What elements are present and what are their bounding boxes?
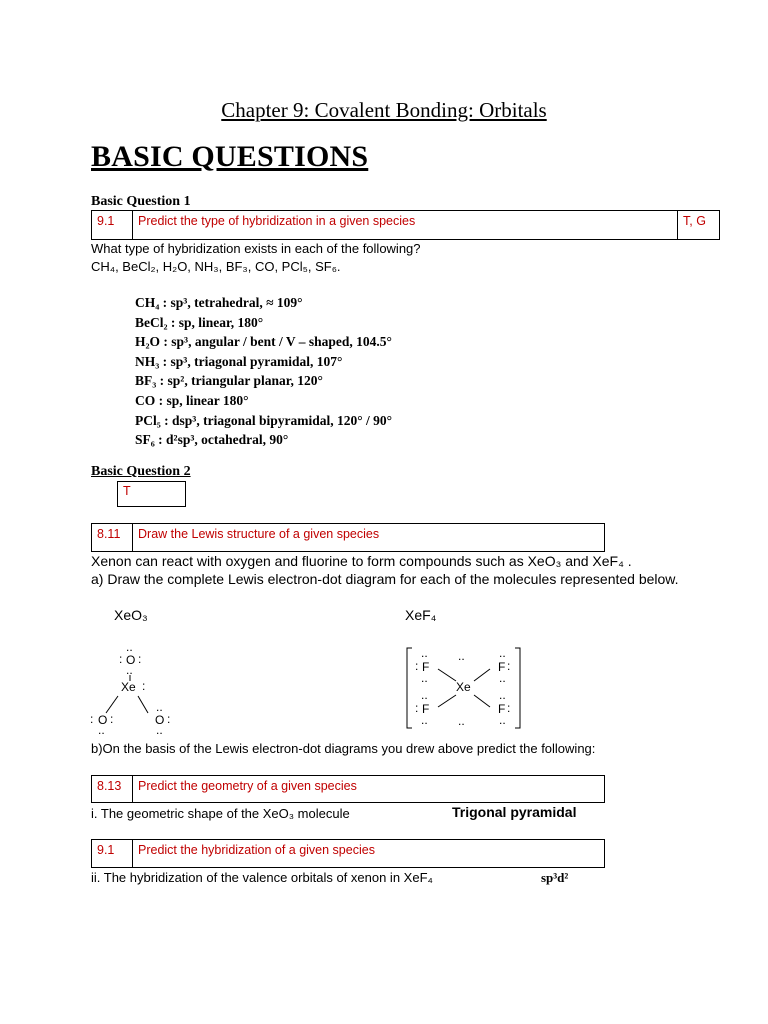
basic-question-2-label: Basic Question 2 [91,464,191,479]
lone-pair: .. [421,646,428,660]
item-ii-text: ii. The hybridization of the valence orbitals of xenon in XeF₄ [91,870,433,885]
lone-pair-side: : [90,712,94,726]
xeo3-lewis-diagram [88,640,188,735]
item-ii-answer: sp³d² [541,870,569,885]
oxygen-atom-top: O [126,653,136,667]
lone-pair: .. [126,663,133,677]
basic-question-1-label: Basic Question 1 [91,194,191,209]
xenon-atom: Xe [456,680,471,694]
lone-pair: .. [421,671,428,685]
question-1-answers [135,293,392,450]
answer-co: CO : sp, linear 180° [135,392,249,408]
question-2-part-b: b)On the basis of the Lewis electron-dot diagrams you drew above predict the following: [91,741,596,756]
oxygen-atom-left: O [98,713,108,727]
question-1-prompt: What type of hybridization exists in each of the following? [91,241,421,256]
objective-box-8-13 [91,775,605,803]
question-1-species: CH₄, BeCl₂, H₂O, NH₃, BF₃, CO, PCl₅, SF₆. [91,259,341,274]
objective-tags: T, G [677,211,721,239]
chapter-title: Chapter 9: Covalent Bonding: Orbitals [221,98,547,122]
objective-description: Predict the hybridization of a given species [132,840,606,867]
lone-pair-side: : [138,652,142,666]
lone-pair: .. [421,713,428,727]
xef4-lewis-diagram [404,645,524,731]
answer-h2o: H₂O : sp³, angular / bent / V – shaped, 104.5° [135,334,392,350]
objective-number: 8.13 [97,779,122,793]
answer-nh3: NH₃ : sp³, triagonal pyramidal, 107° [135,353,343,369]
molecule-label-xef4: XeF₄ [405,607,437,623]
fluorine-atom-top-right: F [498,660,506,674]
question-2-intro: Xenon can react with oxygen and fluorine to form compounds such as XeO₃ and XeF₄ . [91,553,632,569]
lone-pair-side: : [110,712,114,726]
answer-ch4: CH₄ : sp³, tetrahedral, ≈ 109° [135,295,303,310]
answer-sf6: SF₆ : d²sp³, octahedral, 90° [135,432,289,448]
objective-box-9-1-b [91,839,605,868]
lone-pair: .. [499,671,506,685]
objective-number: 8.11 [97,527,121,541]
lone-pair-side: : [507,701,511,715]
lone-pair: .. [499,688,506,702]
objective-number: 9.1 [97,843,115,857]
lone-pair: .. [156,723,163,737]
lone-pair: .. [499,646,506,660]
objective-box-8-11 [91,523,605,552]
oxygen-atom-right: O [155,713,165,727]
xenon-atom: Xe [121,680,136,694]
answer-becl2: BeCl₂ : sp, linear, 180° [135,314,264,330]
fluorine-atom-bottom-left: F [422,702,430,716]
xenon-lone-pair: : [142,679,146,693]
molecule-label-xeo3: XeO₃ [114,607,148,623]
lone-pair-side: : [507,659,511,673]
lone-pair-side: : [167,712,171,726]
objective-box-9-1 [91,210,720,240]
lone-pair: .. [126,640,133,654]
question-2-part-a: a) Draw the complete Lewis electron-dot diagram for each of the molecules represented below. [91,571,679,587]
xenon-lone-pair-bottom: .. [458,714,465,728]
lone-pair-side: : [415,701,419,715]
xenon-lone-pair-top: .. [458,649,465,663]
lone-pair-side: : [415,659,419,673]
lone-pair: .. [499,713,506,727]
lone-pair: .. [156,700,163,714]
objective-number: 9.1 [97,214,115,228]
section-heading: BASIC QUESTIONS [91,140,369,173]
item-i-answer: Trigonal pyramidal [452,804,577,820]
objective-description: Draw the Lewis structure of a given species [132,524,606,551]
question-2-tag: T [123,484,131,498]
fluorine-atom-bottom-right: F [498,702,506,716]
question-2-tag-box [117,481,186,507]
lone-pair-side: : [119,652,123,666]
answer-bf3: BF₃ : sp², triangular planar, 120° [135,373,323,389]
lone-pair: .. [98,723,105,737]
item-i-text: i. The geometric shape of the XeO₃ molecule [91,806,350,821]
answer-pcl5: PCl₅ : dsp³, triagonal bipyramidal, 120° / 90° [135,412,393,428]
lone-pair: .. [421,688,428,702]
objective-description: Predict the geometry of a given species [132,776,606,802]
objective-description: Predict the type of hybridization in a given species [132,211,677,239]
fluorine-atom-top-left: F [422,660,430,674]
